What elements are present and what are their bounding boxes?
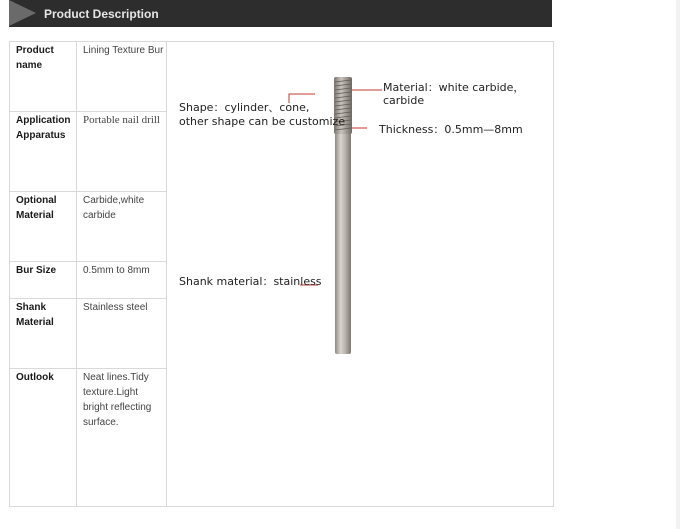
- annotation-material: Material：white carbide，carbide: [383, 81, 525, 107]
- spec-table: [9, 41, 554, 507]
- row-value-shank-material: Stainless steel: [83, 302, 148, 313]
- row-value-bur-size: 0.5mm to 8mm: [83, 265, 150, 276]
- row-value-optional-material: Carbide,white carbide: [83, 195, 145, 221]
- section-title: Product Description: [44, 7, 159, 21]
- row-value-product-name: Lining Texture Bur: [83, 45, 164, 56]
- page-edge: [676, 0, 680, 529]
- row-label-outlook: Outlook: [16, 372, 54, 383]
- row-label-bur-size: Bur Size: [16, 265, 57, 276]
- table-divider: [10, 298, 167, 299]
- row-value-application-apparatus: Portable nail drill: [83, 114, 160, 126]
- annotation-shape-line2: other shape can be customize: [179, 115, 346, 128]
- row-value-outlook: Neat lines.Tidy texture.Light bright reflecting surface.: [83, 372, 152, 428]
- table-divider: [10, 368, 167, 369]
- product-image: [168, 42, 553, 506]
- annotation-shank: Shank material：stainless: [179, 275, 322, 288]
- arrow-icon: [9, 0, 36, 26]
- row-label-product-name: Product name: [16, 45, 54, 71]
- annotation-thickness: Thickness：0.5mm—8mm: [379, 123, 523, 136]
- product-description-header: [9, 0, 552, 27]
- row-label-application-apparatus: Application Apparatus: [16, 115, 71, 141]
- table-divider: [10, 191, 167, 192]
- row-label-optional-material: Optional Material: [16, 195, 57, 221]
- table-divider: [10, 261, 167, 262]
- row-label-shank-material: Shank Material: [16, 302, 54, 328]
- bur-shank: [335, 132, 351, 354]
- annotation-shape-line1: Shape：cylinder、cone,: [179, 101, 310, 114]
